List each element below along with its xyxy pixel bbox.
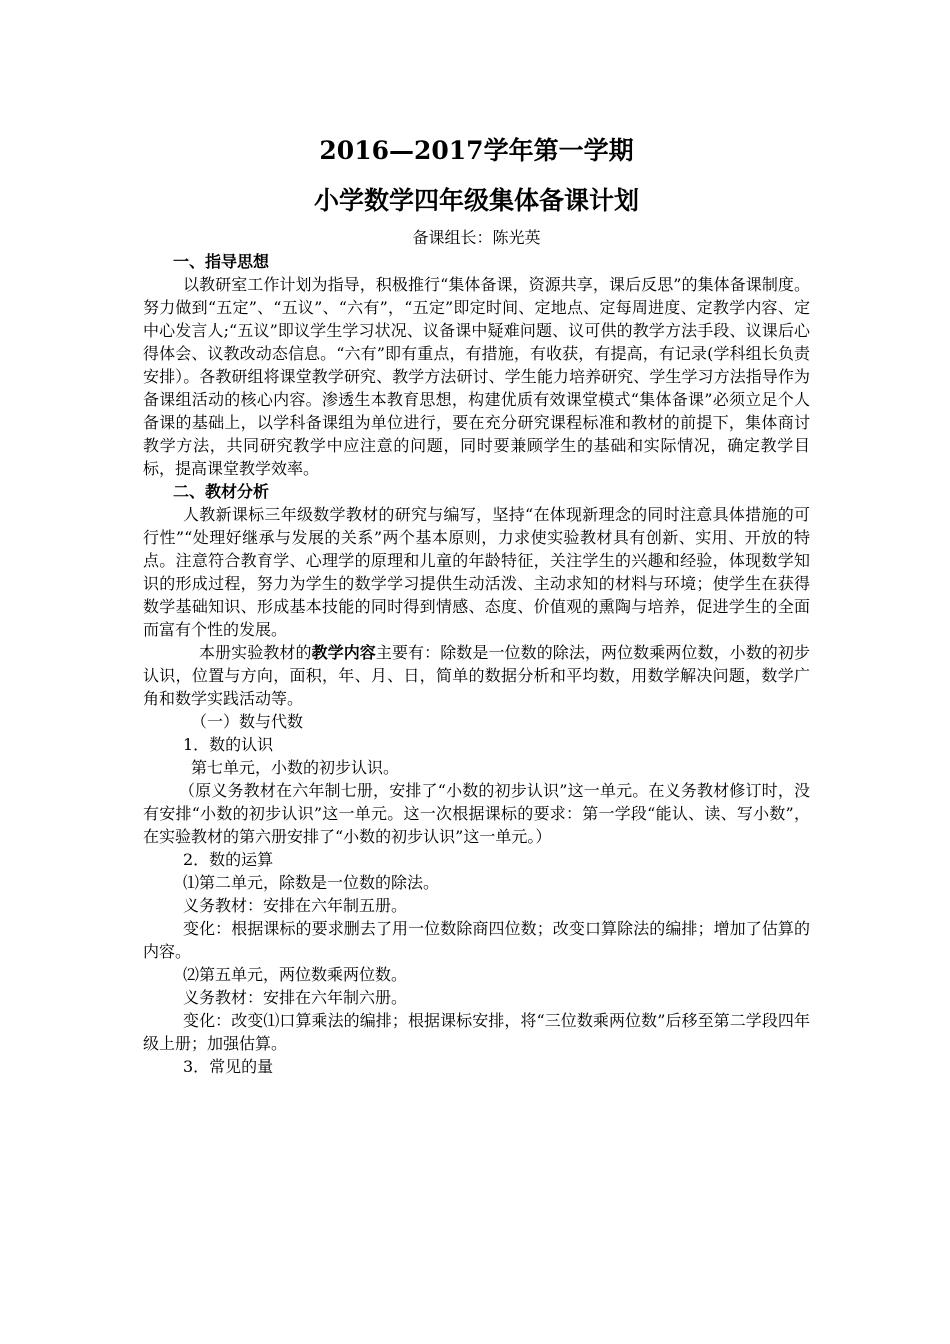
item1-note: （原义务教材在六年制七册，安排了“小数的初步认识”这一单元。在义务教材修订时，没有安排“小数的初步认识”这一单元。这一次根据课标的要求：第一学段“能认、读、写小数”，在实验教材的第六册安排了“小数的初步认识”这一单元。） <box>143 781 810 846</box>
section2-heading: 二、教材分析 <box>173 482 270 501</box>
section2-paragraph1: 人教新课标三年级数学教材的研究与编写，坚持“在体现新理念的同时注意具体措施的可行性”“处理好继承与发展的关系”两个基本原则，力求使实验教材具有创新、实用、开放的特点。注意符合教育学、心理学的原理和儿童的年龄特征，关注学生的兴趣和经验，体现数学知识的形成过程，努力为学生的数学学习提供生动活泼、主动求知的材料与环境；使学生在获得数学基础知识、形成基本技能的同时得到情感、态度、价值观的熏陶与培养，促进学生的全面而富有个性的发展。 <box>143 505 810 639</box>
item3-heading: 3．常见的量 <box>183 1057 274 1076</box>
item2-b: ⑵第五单元，两位数乘两位数。 <box>183 965 408 984</box>
item2-a: ⑴第二单元，除数是一位数的除法。 <box>183 873 440 892</box>
section2-p2-before: 本册实验教材的 <box>199 643 312 662</box>
document-title-line1: 2016—2017学年第一学期 <box>319 136 634 165</box>
item2-b-textbook: 义务教材：安排在六年制六册。 <box>183 988 408 1007</box>
item2-a-change: 变化：根据课标的要求删去了用一位数除商四位数；改变口算除法的编排；增加了估算的内容。 <box>143 919 810 961</box>
section2-p2-after: 主要有：除数是一位数的除法，两位数乘两位数，小数的初步认识，位置与方向，面积，年、月、日，简单的数据分析和平均数，用数学解决问题，数学广角和数学实践活动等。 <box>143 643 810 708</box>
subsection-number-algebra: （一）数与代数 <box>191 712 304 731</box>
section1-paragraph: 以教研室工作计划为指导，积极推行“集体备课，资源共享，课后反思”的集体备课制度。努力做到“五定”、“五议”、“六有”，“五定”即定时间、定地点、定每周进度、定教学内容、定中心发言人;“五议”即议学生学习状况、议备课中疑难问题、议可供的教学方法手段、议课后心得体会、议教改动态信息。“六有”即有重点，有措施，有收获，有提高，有记录(学科组长负责安排）。各教研组将课堂教学研究、教学方法研讨、学生能力培养研究、学生学习方法指导作为备课组活动的核心内容。渗透生本教育思想，构建优质有效课堂模式“集体备课”必须立足个人备课的基础上，以学科备课组为单位进行，要在充分研究课程标准和教材的前提下，集体商讨教学方法，共同研究教学中应注意的问题，同时要兼顾学生的基础和实际情况，确定教学目标，提高课堂教学效率。 <box>143 275 810 478</box>
item1-heading: 1．数的认识 <box>183 735 274 754</box>
document-page <box>143 130 810 1078</box>
document-author: 备课组长：陈光英 <box>412 228 541 247</box>
document-title-line2: 小学数学四年级集体备课计划 <box>313 186 639 215</box>
item2-b-change: 变化：改变⑴口算乘法的编排；根据课标安排，将“三位数乘两位数”后移至第二学段四年级上册；加强估算。 <box>143 1011 810 1053</box>
item2-a-textbook: 义务教材：安排在六年制五册。 <box>183 896 408 915</box>
section2-paragraph2 <box>143 641 810 710</box>
section1-heading: 一、指导思想 <box>173 252 270 271</box>
item1-line: 第七单元，小数的初步认识。 <box>191 758 400 777</box>
section2-p2-bold: 教学内容 <box>311 643 376 662</box>
item2-heading: 2．数的运算 <box>183 850 274 869</box>
